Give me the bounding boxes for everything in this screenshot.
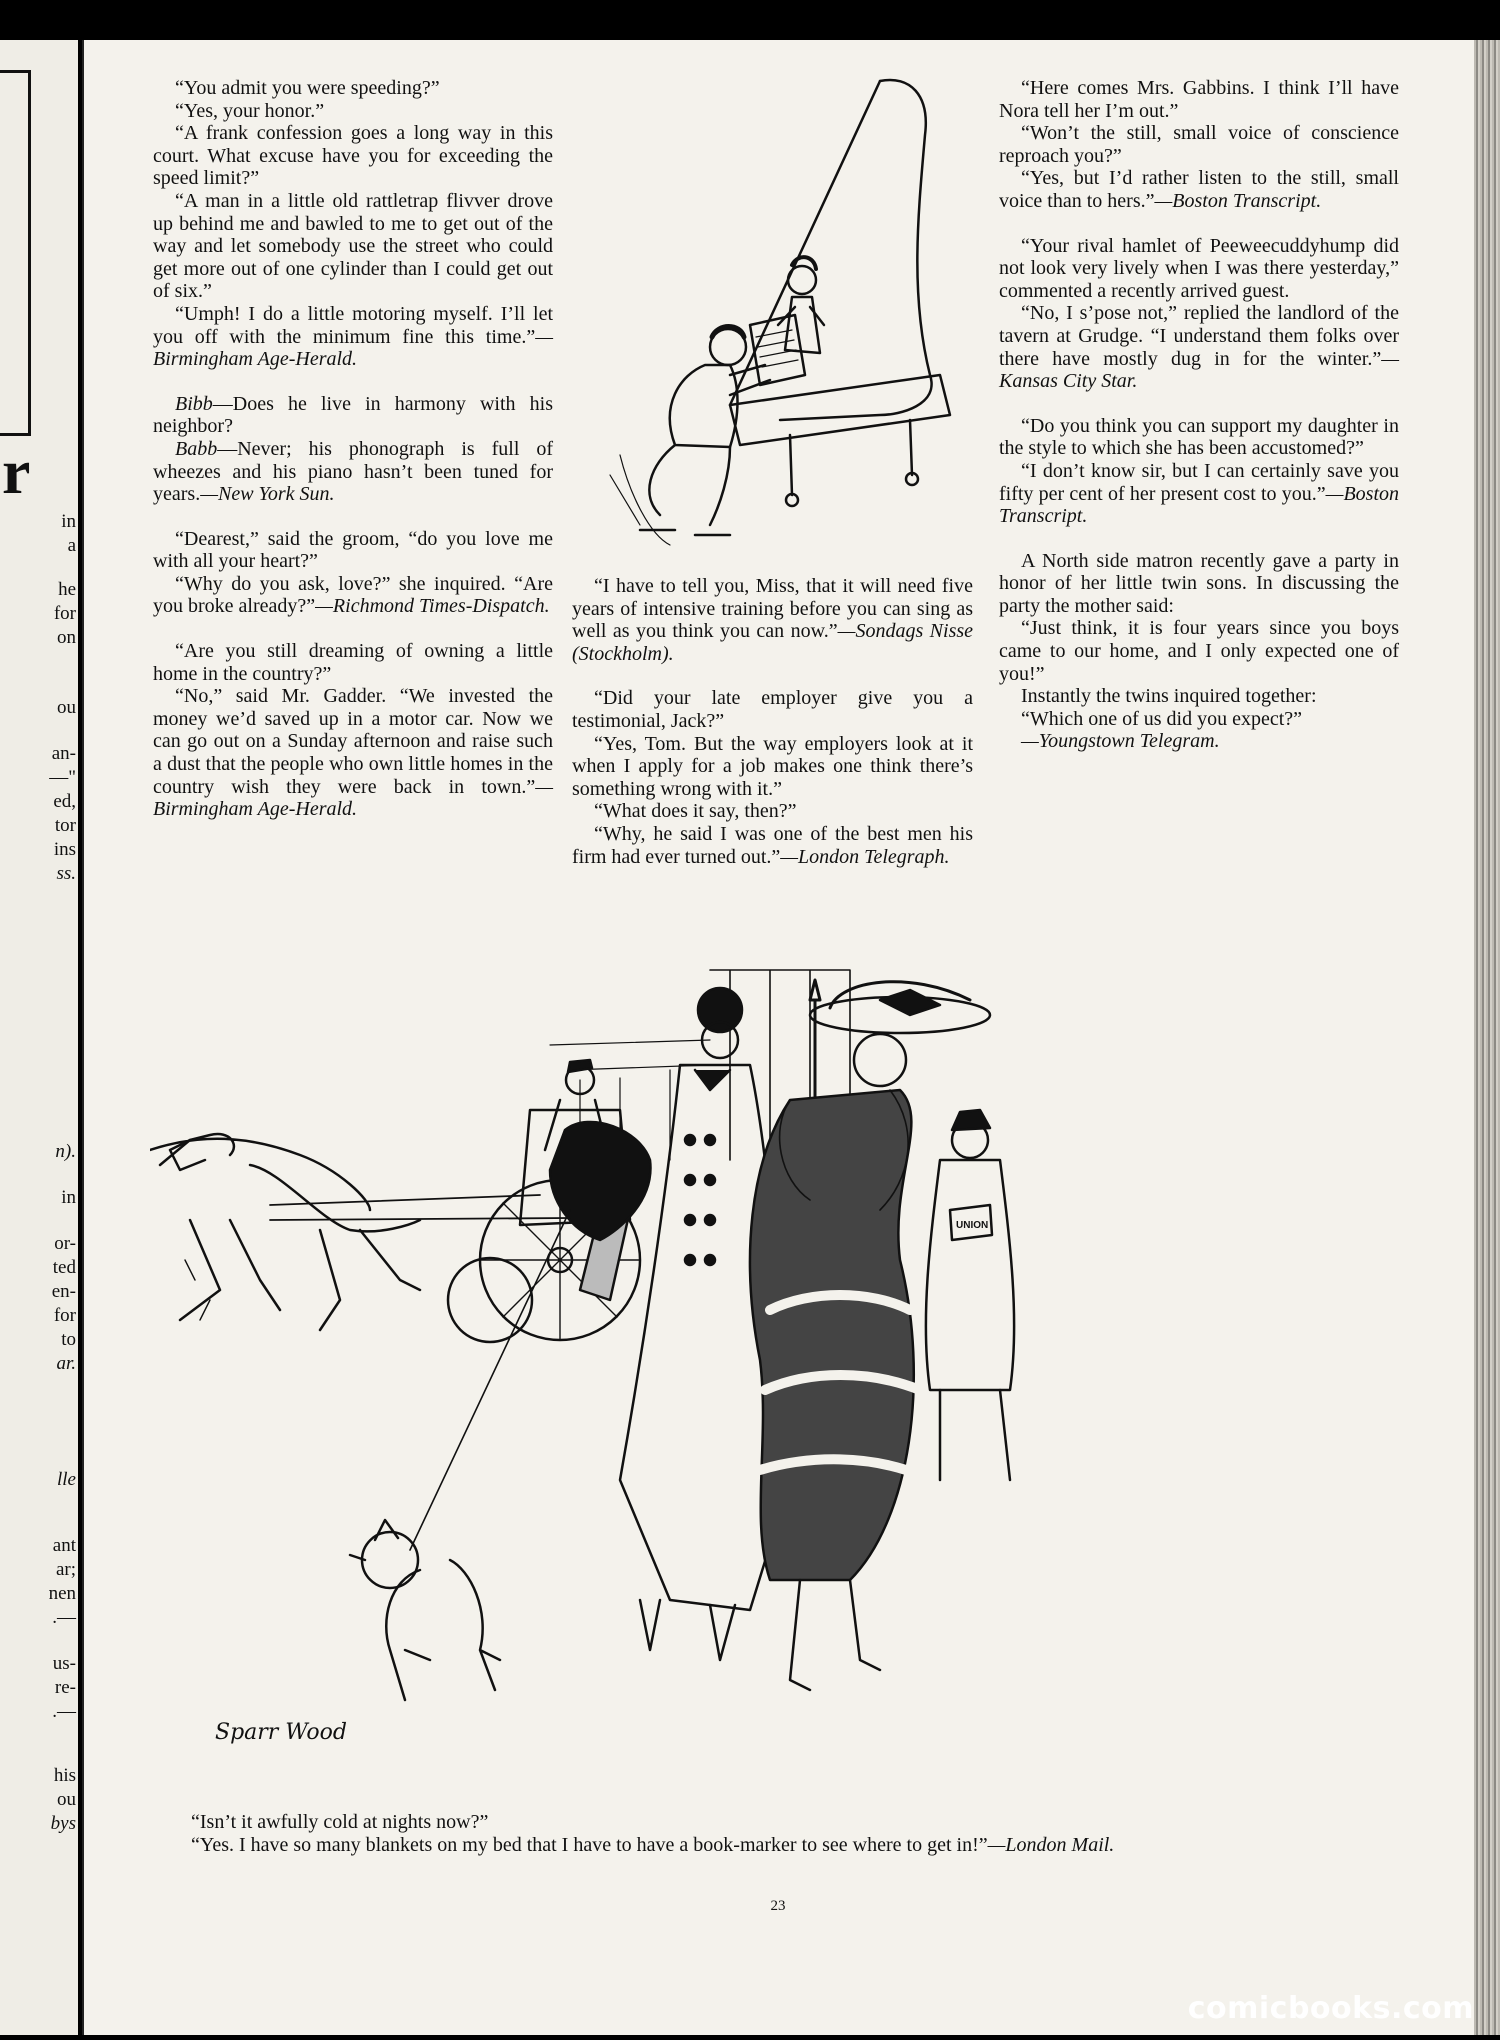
- paragraph-text: “Yes, but I’d rather listen to the still, small voice than to hers.”: [999, 167, 1399, 212]
- paragraph-text: —Never; his phonograph is full of wheezes and his piano hasn’t been tuned for years.: [153, 437, 553, 506]
- paragraph-text: “No, I s’pose not,” replied the landlord of the tavern at Grudge. “I understand them folks over there have mostly dug in for the winter.”: [999, 302, 1399, 370]
- joke-paragraph: [999, 122, 1399, 167]
- facing-page-text-fragment: ant: [52, 1535, 76, 1556]
- facing-page-text-fragment: tor: [54, 815, 76, 836]
- source-attribution: —Richmond Times-Dispatch.: [315, 595, 550, 618]
- facing-page-text-fragment: n).: [55, 1141, 76, 1162]
- joke-paragraph: [153, 640, 553, 685]
- source-attribution: —Birmingham Age-Herald.: [153, 775, 553, 821]
- paragraph-text: “Did your late employer give you a testimonial, Jack?”: [572, 687, 973, 732]
- joke-paragraph: [153, 685, 553, 821]
- paragraph-text: “You admit you were speeding?”: [175, 77, 440, 99]
- paragraph-gap: [999, 213, 1399, 235]
- joke-paragraph: [153, 100, 553, 123]
- paragraph-text: “Won’t the still, small voice of conscience reproach you?”: [999, 122, 1399, 167]
- sign-text: UNION: [956, 1220, 989, 1231]
- facing-page-frame: [0, 70, 31, 436]
- facing-page-text-fragment: a: [67, 535, 76, 556]
- facing-page-text-fragment: ted: [52, 1257, 76, 1278]
- joke-paragraph: [999, 77, 1399, 122]
- facing-page-text-fragment: for: [53, 1305, 76, 1326]
- paragraph-text: “Which one of us did you expect?”: [1021, 707, 1303, 730]
- facing-page-text-fragment: bys: [50, 1813, 76, 1834]
- source-attribution: —Sondags Nisse (Stockholm).: [572, 620, 974, 665]
- paragraph-text: “Why do you ask, love?” she inquired. “Are you broke already?”: [153, 572, 553, 618]
- paragraph-gap: [153, 618, 553, 640]
- paragraph-text: “I don’t know sir, but I can certainly save you fifty per cent of her present cost to you.”: [999, 459, 1399, 505]
- facing-page-text-fragment: ins: [53, 839, 76, 860]
- facing-page-text-fragment: for: [53, 603, 76, 624]
- source-attribution: —Kansas City Star.: [999, 347, 1399, 393]
- facing-page-text-fragment: ss.: [56, 863, 76, 884]
- paragraph-text: “Umph! I do a little motoring myself. I’ll let you off with the minimum fine this time.”: [153, 302, 553, 348]
- facing-page-text-fragment: ou: [57, 1789, 76, 1810]
- paragraph-text: “A frank confession goes a long way in this court. What excuse have you for exceeding the speed limit?”: [153, 122, 553, 190]
- watermark: comicbooks.com: [1187, 1991, 1474, 2026]
- facing-page-text-fragment: ou: [57, 697, 76, 718]
- paragraph-text: A North side matron recently gave a party in honor of her little twin sons. In discussing the party the mother said:: [999, 549, 1399, 617]
- paragraph-text: “Why, he said I was one of the best men his firm had ever turned out.”: [572, 822, 973, 868]
- paragraph-text: Instantly the twins inquired together:: [1021, 685, 1317, 708]
- joke-paragraph: [999, 550, 1399, 618]
- paragraph-gap: [999, 528, 1399, 550]
- caption-line-answer: “Yes. I have so many blankets on my bed that I have to have a book-marker to see where to get in!”—London Mail.: [191, 1833, 1115, 1856]
- paragraph-gap: [153, 371, 553, 393]
- joke-paragraph: [572, 800, 973, 823]
- joke-paragraph: [999, 730, 1399, 753]
- paragraph-text: “Yes, your honor.”: [175, 99, 325, 122]
- paragraph-text: “No,” said Mr. Gadder. “We invested the money we’d saved up in a motor car. Now we can go out on a Sunday afternoon and raise such a dust that the people who own little homes in the country wish they were back in town.”: [153, 685, 553, 798]
- source-attribution: —Birmingham Age-Herald.: [153, 325, 553, 371]
- cartoon-caption: [146, 1811, 1386, 1856]
- facing-page-text-fragment: —": [49, 767, 76, 788]
- paragraph-text: “Yes, Tom. But the way employers look at it when I apply for a job makes one think there’s something wrong with it.”: [572, 732, 973, 800]
- paragraph-gap: [572, 665, 973, 687]
- joke-paragraph: [999, 617, 1399, 685]
- source-attribution: —London Telegraph.: [780, 845, 950, 868]
- joke-paragraph: [153, 438, 553, 506]
- paragraph-text: —Does he live in harmony with his neighbor?: [153, 392, 553, 438]
- paragraph-text: “What does it say, then?”: [594, 800, 797, 823]
- facing-page-edge: [0, 40, 78, 2035]
- joke-paragraph: [999, 685, 1399, 708]
- paragraph-gap: [153, 506, 553, 528]
- piano-illustration: [580, 75, 980, 565]
- street-scene-illustration: [150, 960, 1400, 1810]
- paragraph-text: “I have to tell you, Miss, that it will need five years of intensive training before you can sing as well as you think you can now.”: [572, 575, 973, 643]
- joke-paragraph: [999, 167, 1399, 212]
- joke-paragraph: [572, 687, 973, 732]
- facing-page-text-fragment: ar;: [55, 1559, 76, 1580]
- joke-paragraph: [572, 733, 973, 801]
- joke-paragraph: [999, 235, 1399, 303]
- source-attribution: —Boston Transcript.: [999, 482, 1399, 528]
- facing-page-text-fragment: in: [61, 1187, 76, 1208]
- paragraph-text: “Are you still dreaming of owning a little home in the country?”: [153, 640, 553, 685]
- joke-paragraph: [999, 460, 1399, 528]
- source-attribution: —Boston Transcript.: [1154, 189, 1322, 212]
- paragraph-text: “Dearest,” said the groom, “do you love me with all your heart?”: [153, 527, 553, 573]
- speaker-name: Bibb: [175, 392, 213, 415]
- joke-paragraph: [153, 528, 553, 573]
- facing-page-text-fragment: in: [61, 511, 76, 532]
- facing-page-text-fragment: .—: [52, 1607, 76, 1628]
- facing-page-text-fragment: ar.: [56, 1353, 76, 1374]
- facing-page-text-fragment: or-: [54, 1233, 76, 1254]
- paragraph-text: “Just think, it is four years since you boys came to our home, and I only expected one of you!”: [999, 617, 1399, 685]
- facing-page-text-fragment: re-: [54, 1677, 76, 1698]
- paragraph-text: “Here comes Mrs. Gabbins. I think I’ll have Nora tell her I’m out.”: [999, 77, 1399, 122]
- caption-line-question: “Isn’t it awfully cold at nights now?”: [191, 1811, 489, 1833]
- joke-paragraph: [153, 303, 553, 371]
- paragraph-text: “A man in a little old rattletrap flivver drove up behind me and bawled to me to get out of the way and let somebody use the street who could get more out of one cylinder than I could get out of six.”: [153, 189, 553, 303]
- joke-paragraph: [572, 823, 973, 868]
- facing-page-text-fragment: an-: [51, 743, 76, 764]
- joke-paragraph: [153, 393, 553, 438]
- facing-page-text-fragment: lle: [57, 1469, 76, 1490]
- text-column-right: [999, 77, 1399, 753]
- facing-page-heading-fragment: r: [2, 436, 31, 507]
- source-attribution: —Youngstown Telegram.: [1021, 730, 1220, 753]
- text-column-left: [153, 77, 553, 821]
- paragraph-text: “Do you think you can support my daughter in the style to which she has been accustomed?”: [999, 414, 1399, 460]
- facing-page-text-fragment: en-: [51, 1281, 76, 1302]
- facing-page-text-fragment: .—: [52, 1701, 76, 1722]
- paragraph-gap: [999, 393, 1399, 415]
- joke-paragraph: [153, 77, 553, 100]
- joke-paragraph: [153, 573, 553, 618]
- artist-signature: Sparr Wood: [215, 1720, 347, 1745]
- text-column-middle: [572, 575, 973, 868]
- joke-paragraph: [153, 122, 553, 190]
- page-stack-edge: [1474, 40, 1500, 2035]
- facing-page-text-fragment: to: [61, 1329, 76, 1350]
- joke-paragraph: [999, 708, 1399, 731]
- facing-page-text-fragment: he: [58, 579, 76, 600]
- facing-page-text-fragment: on: [57, 627, 76, 648]
- joke-paragraph: [999, 302, 1399, 392]
- joke-paragraph: [153, 190, 553, 303]
- facing-page-text-fragment: ed,: [53, 791, 76, 812]
- facing-page-text-fragment: us-: [52, 1653, 76, 1674]
- joke-paragraph: [572, 575, 973, 665]
- page-number: 23: [770, 1898, 786, 1914]
- facing-page-text-fragment: his: [53, 1765, 76, 1786]
- joke-paragraph: [999, 415, 1399, 460]
- facing-page-text-fragment: nen: [48, 1583, 76, 1604]
- source-attribution: —New York Sun.: [200, 483, 335, 506]
- paragraph-text: “Your rival hamlet of Peeweecuddyhump did not look very lively when I was there yesterday,” commented a recently arrived guest.: [999, 234, 1399, 302]
- speaker-name: Babb: [175, 437, 218, 460]
